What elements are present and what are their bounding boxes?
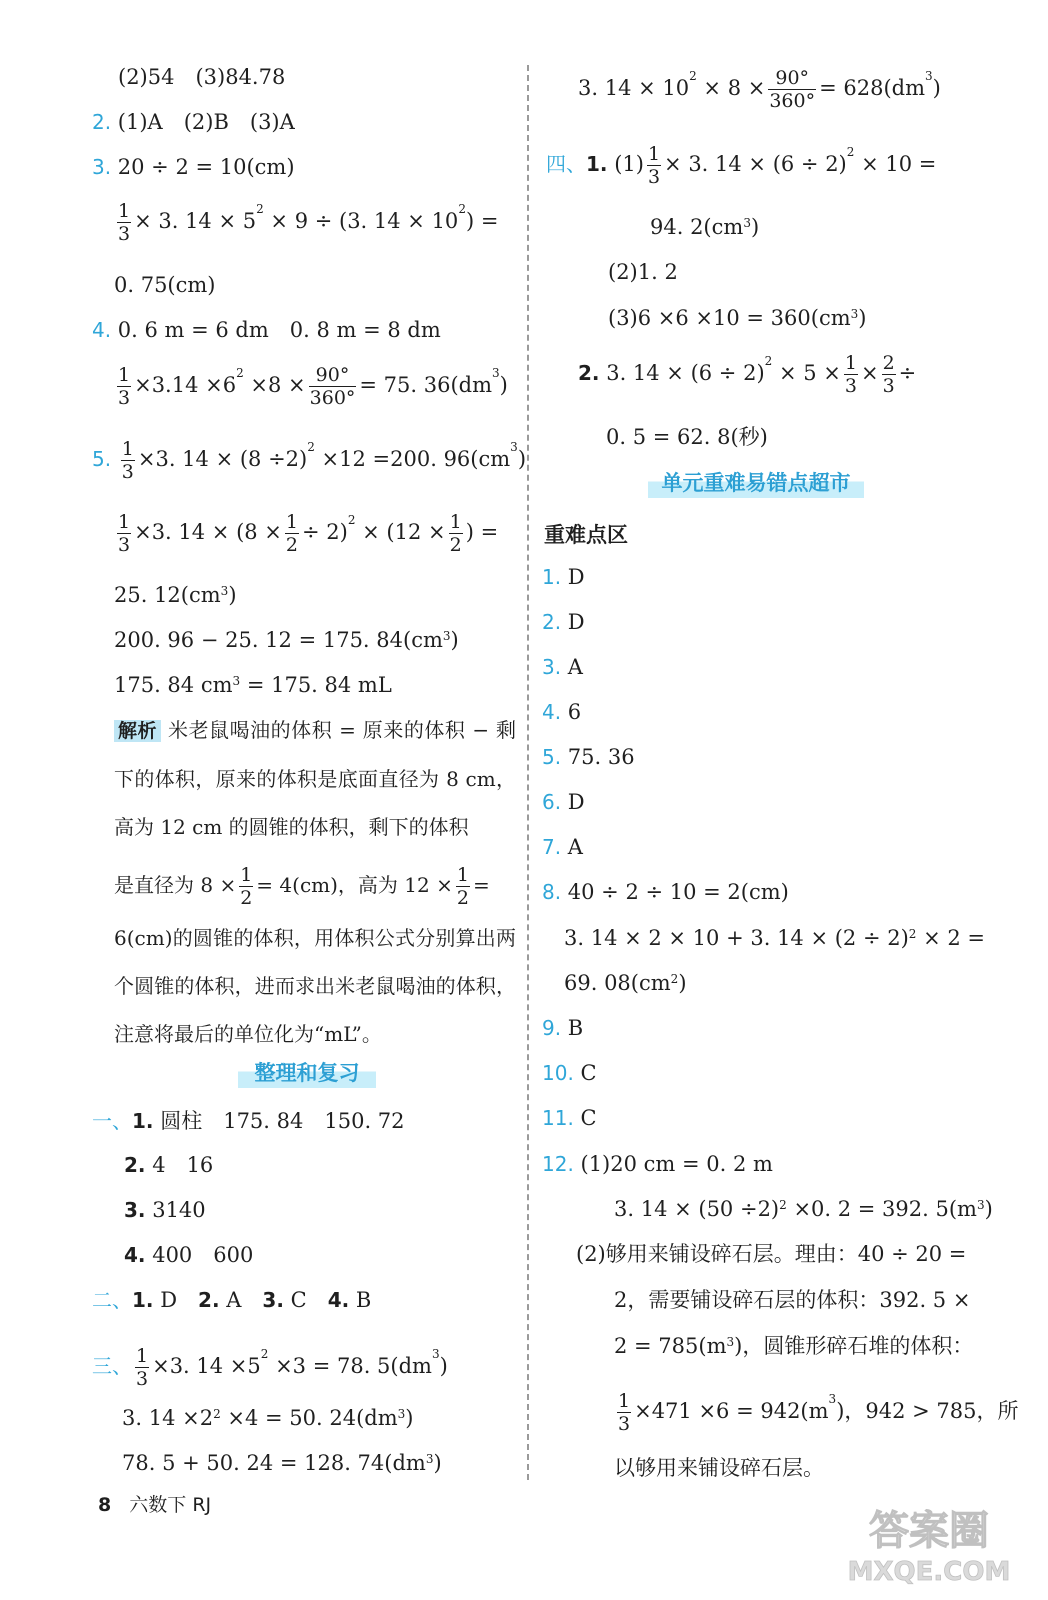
analysis-paragraph: 6(cm)的圆锥的体积，用体积公式分别算出两个圆锥的体积，进而求出米老鼠喝油的体积，注意将最后的单位化为“mL”。 bbox=[114, 926, 516, 1046]
answer-line: 25. $12(cm^3)$ bbox=[114, 583, 237, 607]
section-banner: 单元重难易错点超市 bbox=[648, 468, 864, 498]
answer-item: 8. 40 ÷ 2 ÷ 10 = 2(cm) bbox=[542, 880, 789, 904]
column-divider bbox=[527, 65, 529, 1480]
answer-line: 3. 14 × 2 × 10 + 3. $14 \times (2 \div 2)^2 \times 2$ = bbox=[564, 926, 986, 950]
answer-line: $\frac{1}{3}$ $\times 471 \times 6 = 942(m^3)$，942 > 785，所 bbox=[618, 1390, 1019, 1435]
formula-line: $\frac{1}{3}$ $\times 3.14 \times 6^2 \times 8$ × $\frac{90^\circ}{360^\circ}$ = 75. $36(dm^3)$ bbox=[118, 364, 508, 409]
answer-item: 3. A bbox=[542, 655, 583, 679]
section-banner: 整理和复习 bbox=[238, 1058, 376, 1088]
answer-item: 9. B bbox=[542, 1016, 584, 1040]
fraction: $\frac{1}{3}$ bbox=[118, 200, 131, 245]
section-3: 三、 $\frac{1}{3}$ ×3. $14 \times 5^2 \times 3 = 78$. $5(dm^3)$ bbox=[92, 1345, 448, 1390]
answer-text: 0. 6 m = 6 dm 0. 8 m = 8 dm bbox=[117, 318, 441, 342]
fraction: $\frac{90^\circ}{360^\circ}$ bbox=[309, 364, 356, 409]
fraction: $\frac{1}{2}$ bbox=[456, 864, 469, 909]
answer-line: 3. $14 \times 2^2 \times 4 = 50$. $24(dm^3)$ bbox=[122, 1406, 414, 1430]
formula-line: 2. 3. $14 \times (6 \div 2)^2 \times 5$ × $\frac{1}{3}$ × $\frac{2}{3}$ ÷ bbox=[578, 352, 917, 397]
question-5: 5. $\frac{1}{3}$ ×3. $14 \times (8 \div 2)^2 \times 12 =200$. $96(cm^3)$ bbox=[92, 438, 527, 483]
answer-text: (1)A (2)B (3)A bbox=[117, 110, 295, 134]
watermark-url: MXQE.COM bbox=[847, 1557, 1011, 1587]
answer-line: 3. $14 \times (50 \div 2)^2 \times 0$. 2 = 392. $5(m^3)$ bbox=[614, 1197, 993, 1221]
answer-line: 4. 400 600 bbox=[124, 1243, 254, 1267]
answer-line: 0. 75(cm) bbox=[114, 273, 216, 297]
fraction: $\frac{1}{3}$ bbox=[618, 1390, 631, 1435]
fraction: $\frac{1}{3}$ bbox=[118, 511, 131, 556]
answer-line: 以够用来铺设碎石层。 bbox=[614, 1456, 824, 1480]
answer-line: 94. $2(cm^3)$ bbox=[650, 215, 760, 239]
answer-text: 20 ÷ 2 = 10(cm) bbox=[117, 155, 295, 179]
question-4 bbox=[92, 317, 441, 343]
question-3 bbox=[92, 154, 295, 180]
answer-line: 2，需要铺设碎石层的体积：392. 5 × bbox=[614, 1288, 971, 1312]
page-number: 8 bbox=[98, 1494, 112, 1516]
answer-line: 2. 4 16 bbox=[124, 1153, 214, 1177]
formula-line: 3. $14 \times 10^2 \times 8$ × $\frac{90^\circ}{360^\circ}$ = $628(dm^3)$ bbox=[578, 67, 941, 112]
answer-item: 10. C bbox=[542, 1061, 597, 1085]
watermark-text: 答案圈 bbox=[869, 1508, 989, 1554]
answer-item: 11. C bbox=[542, 1106, 597, 1130]
answer-item: 5. 75. 36 bbox=[542, 745, 635, 769]
section-2: 二、1. D 2. A 3. C 4. B bbox=[92, 1288, 372, 1312]
fraction: $\frac{2}{3}$ bbox=[882, 352, 895, 397]
book-label: 六数下 RJ bbox=[129, 1494, 212, 1516]
answer-item: 2. D bbox=[542, 610, 585, 634]
answer-line: $2 = 785(m^3)$，圆锥形碎石堆的体积： bbox=[614, 1334, 974, 1358]
answer-item: 7. A bbox=[542, 835, 583, 859]
watermark-logo bbox=[833, 1500, 1028, 1588]
question-number: 2. bbox=[92, 110, 112, 134]
question-number: 3. bbox=[92, 155, 112, 179]
answer-line: 0. 5 = 62. 8(秒) bbox=[606, 425, 768, 449]
fraction: $\frac{1}{3}$ bbox=[136, 1345, 149, 1390]
fraction: $\frac{1}{3}$ bbox=[121, 438, 134, 483]
answer-line: 3. 3140 bbox=[124, 1198, 206, 1222]
answer-item: 6. D bbox=[542, 790, 585, 814]
section-heading: 重难点区 bbox=[544, 523, 628, 547]
formula-line: $\frac{1}{3}$ × 3. $14 \times 5^2 \times 9 \div (3$. $14 \times 10^2$) = bbox=[118, 200, 499, 245]
analysis-line: 是直径为 8 × $\frac{1}{2}$ = 4(cm)，高为 12 × $\frac{1}{2}$ = bbox=[114, 864, 490, 909]
fraction: $\frac{90^\circ}{360^\circ}$ bbox=[769, 67, 816, 112]
analysis-label: 解析 bbox=[114, 720, 161, 742]
answer-line: (2)54 (3)84.78 bbox=[118, 65, 286, 89]
question-number: 4. bbox=[92, 318, 112, 342]
answer-item: 12. (1)20 cm = 0. 2 m bbox=[542, 1152, 773, 1176]
question-2 bbox=[92, 109, 295, 135]
answer-item: 1. D bbox=[542, 565, 585, 589]
question-number: 5. bbox=[92, 447, 112, 471]
answer-line: 69. $08(cm^2)$ bbox=[564, 971, 687, 995]
fraction: $\frac{1}{2}$ bbox=[449, 511, 462, 556]
answer-line: (2)够用来铺设碎石层。理由：40 ÷ 20 = bbox=[576, 1242, 967, 1266]
analysis-paragraph: 解析 米老鼠喝油的体积 = 原来的体积 − 剩下的体积，原来的体积是底面直径为 8 cm，高为 12 cm 的圆锥的体积，剩下的体积 bbox=[114, 718, 517, 839]
fraction: $\frac{1}{3}$ bbox=[647, 143, 661, 188]
fraction: $\frac{1}{2}$ bbox=[285, 511, 298, 556]
answer-line: $(3)6 \times 6 \times 10 = 360(cm^3)$ bbox=[608, 306, 867, 330]
fraction: $\frac{1}{3}$ bbox=[118, 364, 131, 409]
page-footer bbox=[98, 1490, 211, 1517]
answer-line: 78. 5 + 50. 24 = 128. $74(dm^3)$ bbox=[122, 1451, 442, 1475]
answer-item: 4. 6 bbox=[542, 700, 582, 724]
fraction: $\frac{1}{2}$ bbox=[240, 864, 253, 909]
answer-line: 200. 96 − 25. 12 = 175. $84(cm^3)$ bbox=[114, 628, 459, 652]
answer-line: 175. 84 $cm^3 = 175$. 84 mL bbox=[114, 673, 392, 697]
section-4: 四、1. (1) $\frac{1}{3}$ × 3. $14 \times (6 \div 2)^2 \times 10$ = bbox=[546, 143, 937, 188]
fraction: $\frac{1}{3}$ bbox=[844, 352, 857, 397]
answer-line: (2)1. 2 bbox=[608, 260, 678, 284]
section-1: 一、1. 圆柱 175. 84 150. 72 bbox=[92, 1109, 405, 1133]
formula-line: $\frac{1}{3}$ ×3. 14 × (8 × $\frac{1}{2}$ ÷ 2)$^2$ × (12 × $\frac{1}{2}$ ) = bbox=[118, 511, 499, 556]
